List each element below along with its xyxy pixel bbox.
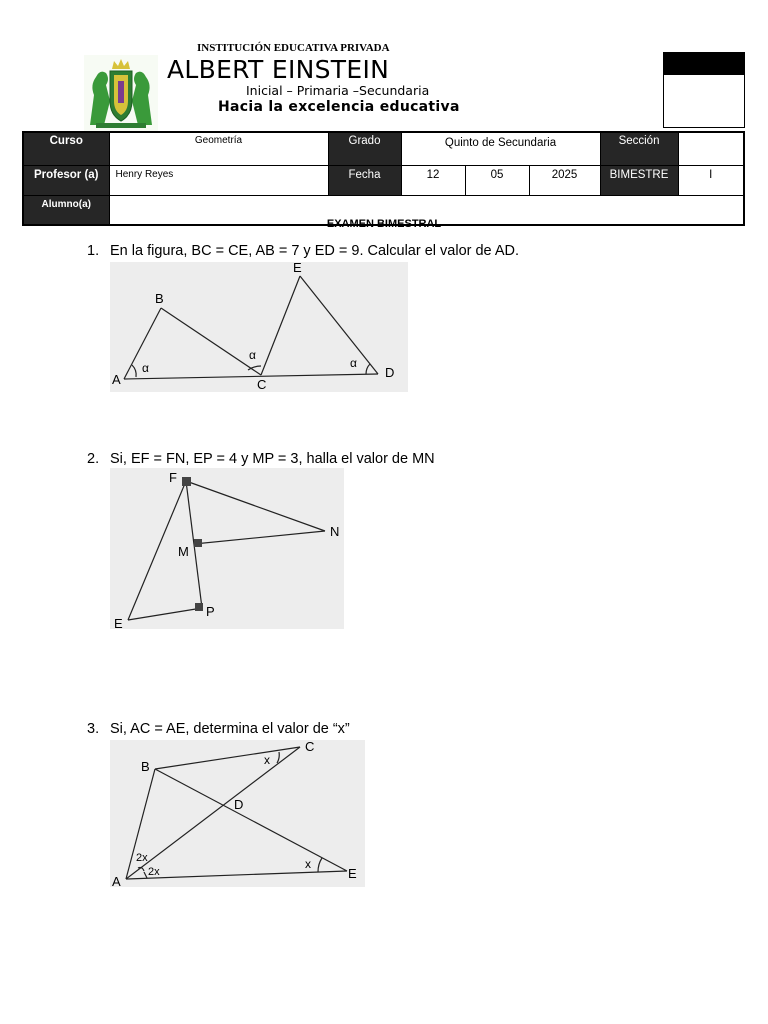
section-label: Sección — [600, 132, 678, 166]
angle-x-c: x — [264, 753, 270, 767]
date-label: Fecha — [328, 166, 401, 196]
figure-3 — [110, 740, 365, 892]
label-b: B — [155, 291, 164, 306]
course-value[interactable]: Geometría — [109, 132, 328, 166]
teacher-value[interactable]: Henry Reyes — [109, 166, 328, 196]
figure-2 — [110, 468, 344, 634]
figure-1 — [110, 262, 408, 397]
label-c: C — [305, 740, 315, 754]
question-text: Si, AC = AE, determina el valor de “x” — [110, 721, 350, 737]
angle-alpha-a: α — [142, 361, 149, 375]
term-label: BIMESTRE — [600, 166, 678, 196]
date-month[interactable]: 05 — [465, 166, 529, 196]
label-e: E — [114, 616, 123, 629]
school-name: ALBERT EINSTEIN — [167, 55, 390, 84]
grade-box — [663, 52, 745, 128]
term-value[interactable]: I — [678, 166, 744, 196]
label-p: P — [206, 604, 215, 619]
date-year[interactable]: 2025 — [529, 166, 600, 196]
school-motto: Hacia la excelencia educativa — [218, 99, 460, 115]
grade-label: Grado — [328, 132, 401, 166]
label-a: A — [112, 874, 121, 887]
section-value[interactable] — [678, 132, 744, 166]
label-d: D — [234, 797, 244, 812]
question-text: En la figura, BC = CE, AB = 7 y ED = 9. Calcular el valor de AD. — [110, 243, 520, 259]
school-crest-icon — [84, 55, 158, 131]
question-number: 1. — [87, 243, 100, 259]
course-label: Curso — [23, 132, 109, 166]
angle-2x-upper: 2x — [136, 852, 148, 864]
student-info-table — [22, 131, 745, 226]
grade-value[interactable]: Quinto de Secundaria — [401, 132, 600, 166]
exam-title: EXAMEN BIMESTRAL — [326, 218, 442, 230]
angle-alpha-d: α — [350, 356, 357, 370]
question-number: 3. — [87, 721, 100, 737]
question-number: 2. — [87, 451, 100, 467]
label-n: N — [330, 524, 340, 539]
date-day[interactable]: 12 — [401, 166, 465, 196]
label-c: C — [257, 377, 267, 392]
student-label: Alumno(a) — [23, 196, 109, 226]
label-e: E — [293, 262, 302, 275]
angle-alpha-c: α — [249, 348, 256, 362]
label-f: F — [169, 470, 177, 485]
label-a: A — [112, 372, 121, 387]
institution-label: INSTITUCIÓN EDUCATIVA PRIVADA — [197, 42, 390, 54]
label-e: E — [348, 866, 357, 881]
school-levels: Inicial – Primaria –Secundaria — [246, 83, 430, 98]
question-text: Si, EF = FN, EP = 4 y MP = 3, halla el valor de MN — [110, 451, 435, 467]
label-b: B — [141, 759, 150, 774]
angle-2x-lower: 2x — [148, 866, 160, 878]
teacher-label: Profesor (a) — [23, 166, 109, 196]
grade-box-header — [664, 53, 744, 75]
angle-x-e: x — [305, 857, 311, 871]
label-m: M — [178, 544, 189, 559]
label-d: D — [385, 365, 395, 380]
